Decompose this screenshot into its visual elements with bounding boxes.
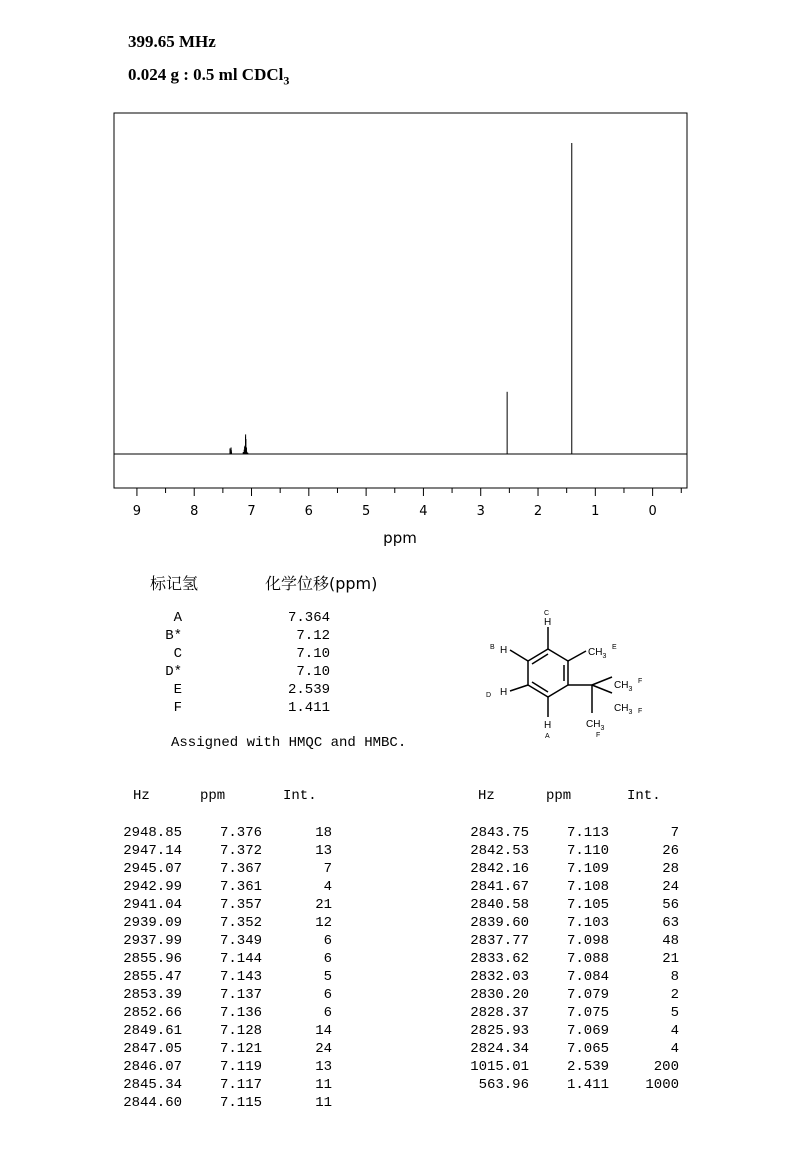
peak-ppm: 7.069 [566,1023,609,1039]
atom-ch3-e: $CH_3$ [588,647,607,660]
peak-ppm: 7.109 [566,861,609,877]
peak-int: 11 [315,1077,332,1093]
assign-label: D* [165,664,182,680]
peak-ppm: 7.088 [566,951,609,967]
peak-ppm: 7.143 [219,969,262,985]
tag-c: C [544,610,550,617]
peak-int: 21 [315,897,332,913]
peak-hz: 2847.05 [123,1041,182,1057]
peak-header-int-left: Int. [283,788,317,804]
peak-ppm: 7.119 [219,1059,262,1075]
peak-ppm: 7.108 [566,879,609,895]
peak-lines [230,143,572,454]
peak-hz: 2830.20 [470,987,529,1003]
peak-ppm: 7.115 [219,1095,262,1111]
tag-f1: F [638,678,643,685]
peak-ppm: 7.084 [566,969,609,985]
peak-int: 63 [662,915,679,931]
x-tick-label: 4 [419,504,428,519]
peak-ppm: 7.110 [566,843,609,859]
peak-int: 24 [662,879,679,895]
peak-hz: 2846.07 [123,1059,182,1075]
peak-ppm: 7.098 [566,933,609,949]
atom-ch3-2: $CH_3$ [614,703,633,716]
peak-hz: 2832.03 [470,969,529,985]
peak-int: 21 [662,951,679,967]
peak-hz: 2844.60 [123,1095,182,1111]
peak-int: 8 [670,969,679,985]
assign-shift: 7.364 [287,610,330,626]
peak-ppm: 7.372 [219,843,262,859]
x-tick-label: 5 [361,504,371,519]
peak-ppm: 7.137 [219,987,262,1003]
peak-int: 48 [662,933,679,949]
peak-int: 6 [323,951,332,967]
peak-hz: 2849.61 [123,1023,182,1039]
assign-shift: 7.10 [296,664,330,680]
peak-ppm: 7.349 [219,933,262,949]
plot-frame [114,113,687,488]
peak-hz: 2947.14 [123,843,182,859]
atom-h-top: H [544,617,552,628]
peak-int: 56 [662,897,679,913]
peak-int: 200 [653,1059,679,1075]
peak-ppm: 7.105 [566,897,609,913]
peak-hz: 2825.93 [470,1023,529,1039]
peak-hz: 2942.99 [123,879,182,895]
assign-shift: 7.10 [296,646,330,662]
x-tick-label: 1 [591,504,600,519]
tag-d: D [486,692,492,699]
peak-hz: 2948.85 [123,825,182,841]
peak-ppm: 7.144 [219,951,262,967]
peak-int: 6 [323,1005,332,1021]
peak-int: 5 [670,1005,679,1021]
assign-shift: 7.12 [296,628,330,644]
assignment-note: Assigned with HMQC and HMBC. [171,735,407,751]
peak-int: 28 [662,861,679,877]
x-tick-label: 2 [533,504,543,519]
tag-b: B [490,644,495,651]
peak-ppm: 7.367 [219,861,262,877]
x-tick-label: 7 [247,504,256,519]
peak-hz: 2945.07 [123,861,182,877]
atom-ch3-3: $CH_3$ [586,719,605,732]
assign-shift: 2.539 [287,682,330,698]
peak-header-ppm-right: ppm [546,788,572,804]
peak-ppm: 7.136 [219,1005,262,1021]
x-axis-label: ppm [383,529,417,547]
peak-ppm: 7.075 [566,1005,609,1021]
peak-int: 5 [323,969,332,985]
peak-hz: 2843.75 [470,825,529,841]
x-tick-label: 9 [132,504,142,519]
assign-label: B* [165,628,182,644]
peak-hz: 2839.60 [470,915,529,931]
peak-ppm: 7.103 [566,915,609,931]
tag-f2: F [638,708,643,715]
peak-hz: 2939.09 [123,915,182,931]
sample-text: 0.024 g : 0.5 ml CDCl [128,65,284,84]
peak-hz: 2855.96 [123,951,182,967]
peak-header-hz-left: Hz [133,788,150,804]
peak-hz: 2842.16 [470,861,529,877]
peak-hz: 2937.99 [123,933,182,949]
assign-header-shift: 化学位移(ppm) [265,574,378,593]
peak-int: 4 [670,1041,679,1057]
peak-int: 18 [315,825,332,841]
peak-ppm: 7.357 [219,897,262,913]
peak-hz: 1015.01 [470,1059,529,1075]
assign-shift: 1.411 [287,700,330,716]
peak-ppm: 7.079 [566,987,609,1003]
atom-h-b: H [500,645,508,656]
peak-int: 2 [670,987,679,1003]
peak-ppm: 7.361 [219,879,262,895]
tag-e: E [612,644,617,651]
peak-int: 11 [315,1095,332,1111]
peak-int: 12 [315,915,332,931]
nmr-spectrum-chart [0,0,800,560]
peak-hz: 2842.53 [470,843,529,859]
peak-int: 4 [323,879,332,895]
peak-int: 26 [662,843,679,859]
peak-int: 1000 [645,1077,679,1093]
tag-a: A [545,733,550,740]
peak-header-ppm-left: ppm [200,788,226,804]
peak-ppm: 7.113 [566,825,609,841]
peak-ppm: 7.117 [219,1077,262,1093]
peak-int: 6 [323,933,332,949]
peak-hz: 2853.39 [123,987,182,1003]
tag-f3: F [596,732,601,739]
peak-hz: 2824.34 [470,1041,529,1057]
peak-hz: 2855.47 [123,969,182,985]
peak-ppm: 2.539 [566,1059,609,1075]
peak-header-hz-right: Hz [478,788,495,804]
peak-ppm: 7.376 [219,825,262,841]
atom-h-d: H [500,687,508,698]
assign-label: E [173,682,182,698]
peak-int: 13 [315,1059,332,1075]
peak-hz: 2852.66 [123,1005,182,1021]
x-tick-label: 0 [648,504,657,519]
peak-int: 4 [670,1023,679,1039]
atom-h-bottom: H [544,720,552,731]
x-tick-label: 3 [476,504,485,519]
peak-int: 7 [323,861,332,877]
molecule-structure [470,605,670,745]
peak-hz: 2837.77 [470,933,529,949]
peak-ppm: 1.411 [566,1077,609,1093]
peak-hz: 2828.37 [470,1005,529,1021]
peak-hz: 2840.58 [470,897,529,913]
peak-ppm: 7.121 [219,1041,262,1057]
x-tick-label: 6 [304,504,313,519]
frequency-label: 399.65 MHz [128,32,216,51]
assign-label: F [173,700,182,716]
peak-ppm: 7.128 [219,1023,262,1039]
peak-ppm: 7.065 [566,1041,609,1057]
peak-hz: 2941.04 [123,897,182,913]
peak-hz: 563.96 [478,1077,529,1093]
assign-label: A [173,610,182,626]
peak-hz: 2845.34 [123,1077,182,1093]
x-tick-label: 8 [190,504,199,519]
assign-header-label: 标记氢 [150,574,199,593]
peak-hz: 2841.67 [470,879,529,895]
peak-ppm: 7.352 [219,915,262,931]
peak-int: 24 [315,1041,332,1057]
peak-int: 6 [323,987,332,1003]
sample-subscript: 3 [283,73,290,88]
atom-ch3-1: $CH_3$ [614,680,633,693]
peak-int: 14 [315,1023,332,1039]
peak-int: 13 [315,843,332,859]
peak-int: 7 [670,825,679,841]
peak-hz: 2833.62 [470,951,529,967]
x-axis [133,488,681,519]
assign-label: C [173,646,182,662]
peak-header-int-right: Int. [627,788,661,804]
